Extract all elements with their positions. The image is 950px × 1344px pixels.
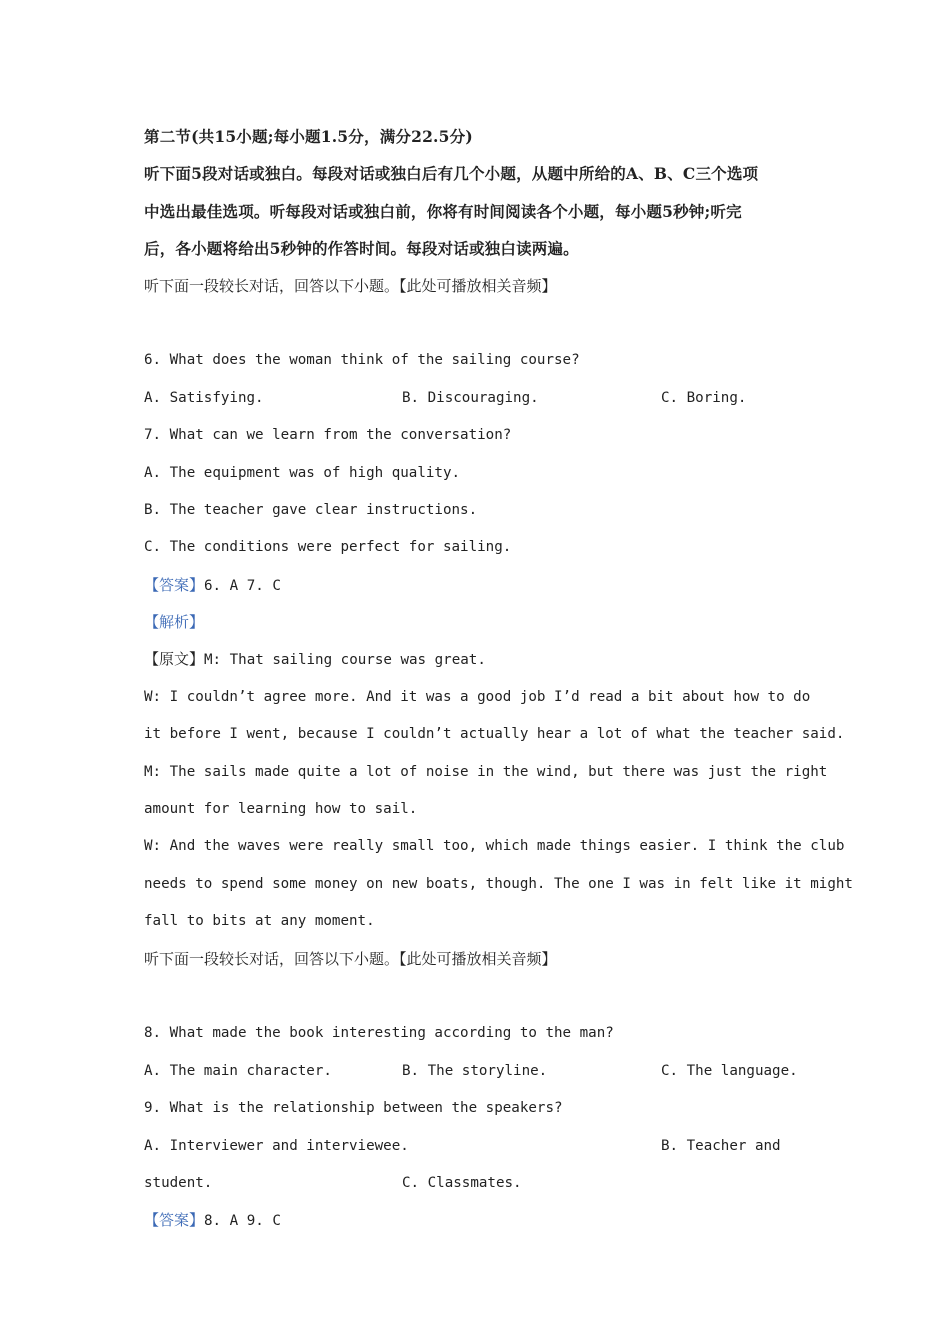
transcript-m1-text: M: That sailing course was great. [204,652,486,669]
question-8-option-b: B. The storyline. [402,1062,548,1079]
analysis-1 [144,604,808,641]
analysis-tag: 【解析】 [144,613,205,632]
answer-1 [144,567,808,604]
question-9-option-c: C. Classmates. [402,1174,522,1191]
question-9-options-row-2 [144,1165,808,1202]
transcript-m1 [144,641,808,678]
answer-text: 8. A 9. C [204,1213,281,1230]
question-9-option-a: A. Interviewer and interviewee. [144,1137,409,1154]
question-6-options [144,380,808,417]
group1-intro: 听下面一段较长对话，回答以下小题。【此处可播放相关音频】 [144,276,557,295]
question-6-option-a: A. Satisfying. [144,389,264,406]
question-6-option-b: B. Discouraging. [402,389,539,406]
instructions-line-3: 后，各小题将给出5秒钟的作答时间。每段对话或独白读两遍。 [144,239,579,259]
question-6-stem: 6. What does the woman think of the sailing course? [144,352,580,369]
question-7-option-b: B. The teacher gave clear instructions. [144,501,478,518]
document-page [144,118,853,1240]
question-9-option-b-part-1: B. Teacher and [661,1137,781,1154]
question-8-option-c: C. The language. [661,1062,798,1079]
question-8-options [144,1053,808,1090]
question-8-stem: 8. What made the book interesting according to the man? [144,1025,614,1042]
transcript-w1-line-1: W: I couldn’t agree more. And it was a good job I’d read a bit about how to do [144,688,811,705]
transcript-m2-line-2: amount for learning how to sail. [144,801,418,818]
transcript-m2-line-1: M: The sails made quite a lot of noise in the wind, but there was just the right [144,763,828,780]
question-9-options-row-1 [144,1128,808,1165]
answer-2 [144,1202,808,1239]
question-7-option-c: C. The conditions were perfect for sailing. [144,539,512,556]
question-6-option-c: C. Boring. [661,389,747,406]
transcript-tag: 【原文】 [144,650,205,669]
spacer [144,978,808,1015]
transcript-w2-line-3: fall to bits at any moment. [144,913,375,930]
transcript-w2-line-1: W: And the waves were really small too, which made things easier. I think the club [144,838,845,855]
question-7-option-a: A. The equipment was of high quality. [144,464,461,481]
group2-intro: 听下面一段较长对话，回答以下小题。【此处可播放相关音频】 [144,949,557,968]
question-9-option-b-part-2: student. [144,1174,213,1191]
instructions-line-2: 中选出最佳选项。听每段对话或独白前，你将有时间阅读各个小题，每小题5秒钟;听完 [144,201,742,221]
transcript-w2-line-2: needs to spend some money on new boats, though. The one I was in felt like it might [144,875,853,892]
transcript-w1-line-2: it before I went, because I couldn’t actually hear a lot of what the teacher said. [144,726,845,743]
answer-tag: 【答案】 [144,1211,205,1230]
instructions-line-1: 听下面5段对话或独白。每段对话或独白后有几个小题，从题中所给的A、B、C三个选项 [144,164,759,184]
answer-tag: 【答案】 [144,575,205,594]
spacer [144,305,808,342]
section-title: 第二节(共15小题;每小题1.5分，满分22.5分) [144,127,473,146]
question-9-stem: 9. What is the relationship between the speakers? [144,1100,563,1117]
answer-text: 6. A 7. C [204,577,281,594]
question-8-option-a: A. The main character. [144,1062,332,1079]
question-7-stem: 7. What can we learn from the conversation? [144,427,512,444]
